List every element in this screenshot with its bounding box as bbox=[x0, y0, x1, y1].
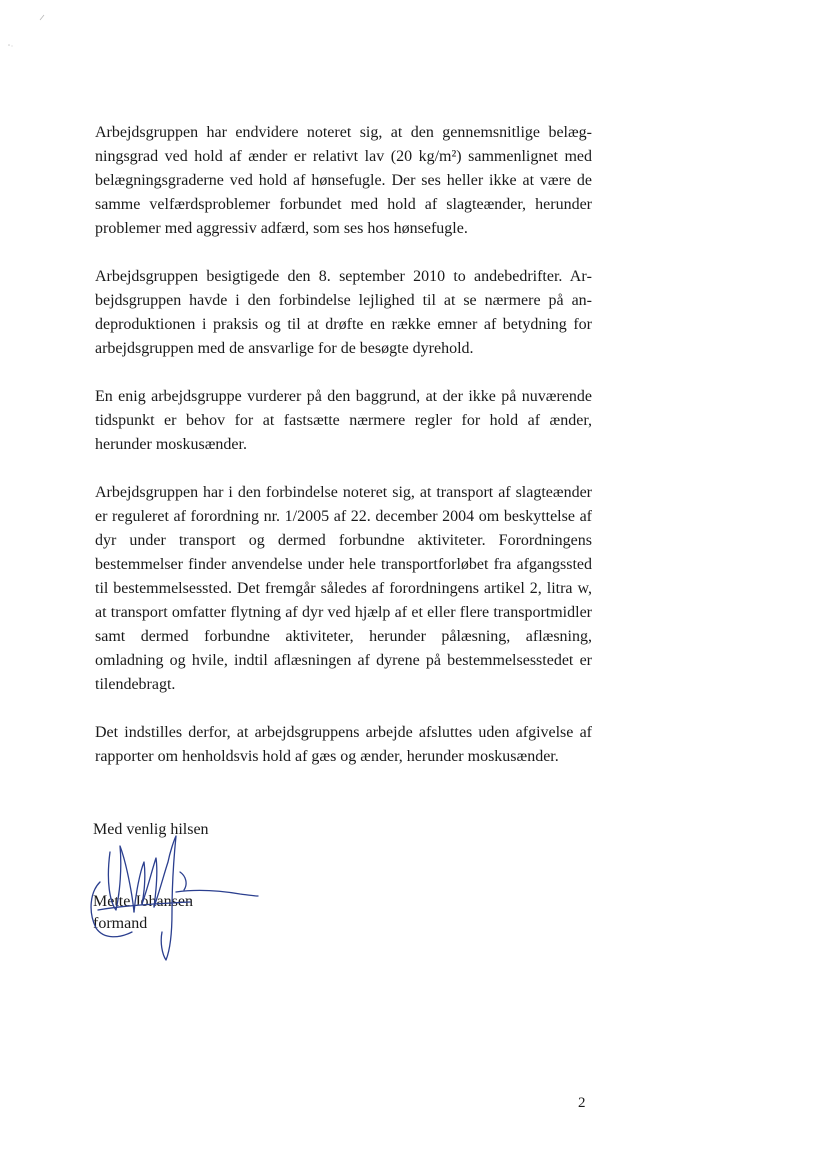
closing-salutation: Med venlig hilsen bbox=[93, 821, 209, 838]
paragraph-assessment: En enig arbejdsgruppe vurderer på den baggrund, at der ikke på nuværende tidspunkt er behov for at fastsætte nærmere regler for hold af ænder, herunder moskusænder. bbox=[95, 388, 592, 453]
signer-name: Mette Johansen bbox=[93, 893, 193, 910]
letter-body bbox=[95, 121, 592, 793]
paragraph-stocking-density: Arbejdsgruppen har endvidere noteret sig, at den gennemsnitlige belægningsgrad ved hold af ænder er relativt lav (20 kg/m²) sammenlignet med belægningsgraderne ved hold af hønsefugle. Der ses heller ikke at være de samme velfærdsproblemer forbundet med hold af slagteænder, herunder problemer med aggressiv adfærd, som ses hos hønsefugle. bbox=[95, 124, 592, 237]
page-number: 2 bbox=[578, 1095, 586, 1111]
scan-speck bbox=[38, 12, 48, 22]
paragraph-recommendation: Det indstilles derfor, at arbejdsgruppens arbejde afsluttes uden afgivelse af rapporter om henholdsvis hold af gæs og ænder, herunder moskusænder. bbox=[95, 724, 592, 765]
paragraph-transport-regulation: Arbejdsgruppen har i den forbindelse noteret sig, at transport af slagteænder er reguleret af forordning nr. 1/2005 af 22. december 2004 om beskyttelse af dyr under transport og dermed forbundne aktiviteter. Forordningens bestemmelser finder anvendelse under hele transportforløbet fra afgangssted til bestemmelsessted. Det fremgår således af forordningens artikel 2, litra w, at transport omfatter flytning af dyr ved hjælp af et eller flere transportmidler samt dermed forbundne aktiviteter, herunder pålæsning, aflæsning, omladning og hvile, indtil aflæsningen af dyrene på bestemmelsesstedet er tilendebragt. bbox=[95, 484, 592, 693]
signer-role: formand bbox=[93, 915, 148, 932]
paragraph-farm-visit: Arbejdsgruppen besigtigede den 8. september 2010 to andebedrifter. Arbejdsgruppen havde i den forbindelse lejlighed til at se nærmere på andeproduktionen i praksis og til at drøfte en række emner af betydning for arbejdsgruppen med de ansvarlige for de besøgte dyrehold. bbox=[95, 268, 592, 357]
scan-speck bbox=[6, 40, 16, 50]
